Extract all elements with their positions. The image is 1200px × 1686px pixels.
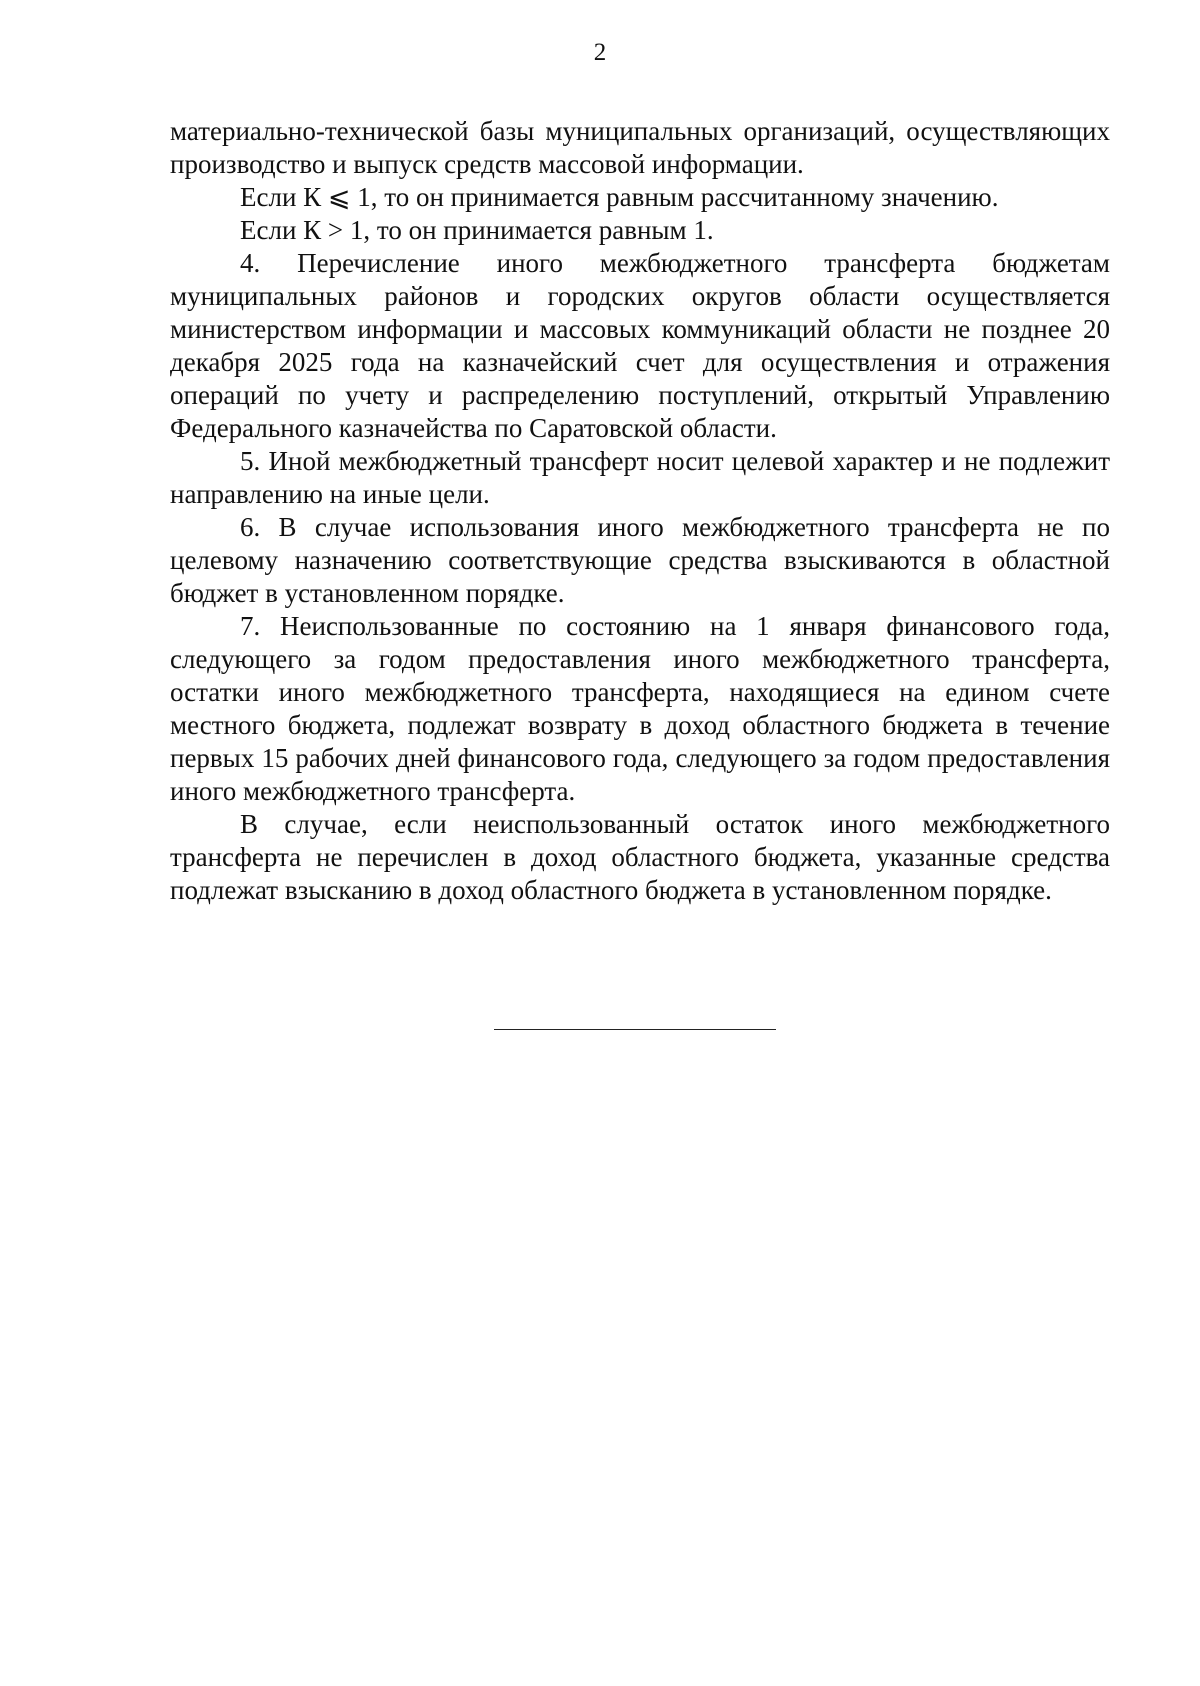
document-body <box>170 115 1110 907</box>
end-of-document-rule <box>494 1029 776 1030</box>
paragraph-condition-gt-1: Если К > 1, то он принимается равным 1. <box>240 215 714 245</box>
paragraph-unused-balance: В случае, если неиспользованный остаток иного межбюджетного трансферта не перечислен в доход областного бюджета, указанные средства подлежат взысканию в доход областного бюджета в установленном порядке. <box>170 809 1110 905</box>
paragraph-continuation: материально-технической базы муниципальных организаций, осуществляющих производство и выпуск средств массовой информации. <box>170 116 1110 179</box>
paragraph-condition-le-1: Если К ⩽ 1, то он принимается равным рассчитанному значению. <box>240 182 999 212</box>
page-number: 2 <box>593 39 607 66</box>
paragraph-item-7: 7. Неиспользованные по состоянию на 1 января финансового года, следующего за годом предоставления иного межбюджетного трансферта, остатки иного межбюджетного трансферта, находящиеся на едином счете местного бюджета, подлежат возврату в доход областного бюджета в течение первых 15 рабочих дней финансового года, следующего за годом предоставления иного межбюджетного трансферта. <box>170 611 1110 806</box>
paragraph-item-6: 6. В случае использования иного межбюджетного трансферта не по целевому назначению соответствующие средства взыскиваются в областной бюджет в установленном порядке. <box>170 512 1110 608</box>
paragraph-item-5: 5. Иной межбюджетный трансферт носит целевой характер и не подлежит направлению на иные цели. <box>170 446 1110 509</box>
paragraph-item-4: 4. Перечисление иного межбюджетного трансферта бюджетам муниципальных районов и городских округов области осуществляется министерством информации и массовых коммуникаций области не позднее 20 декабря 2025 года на казначейский счет для осуществления и отражения операций по учету и распределению поступлений, открытый Управлению Федерального казначейства по Саратовской области. <box>170 248 1110 443</box>
